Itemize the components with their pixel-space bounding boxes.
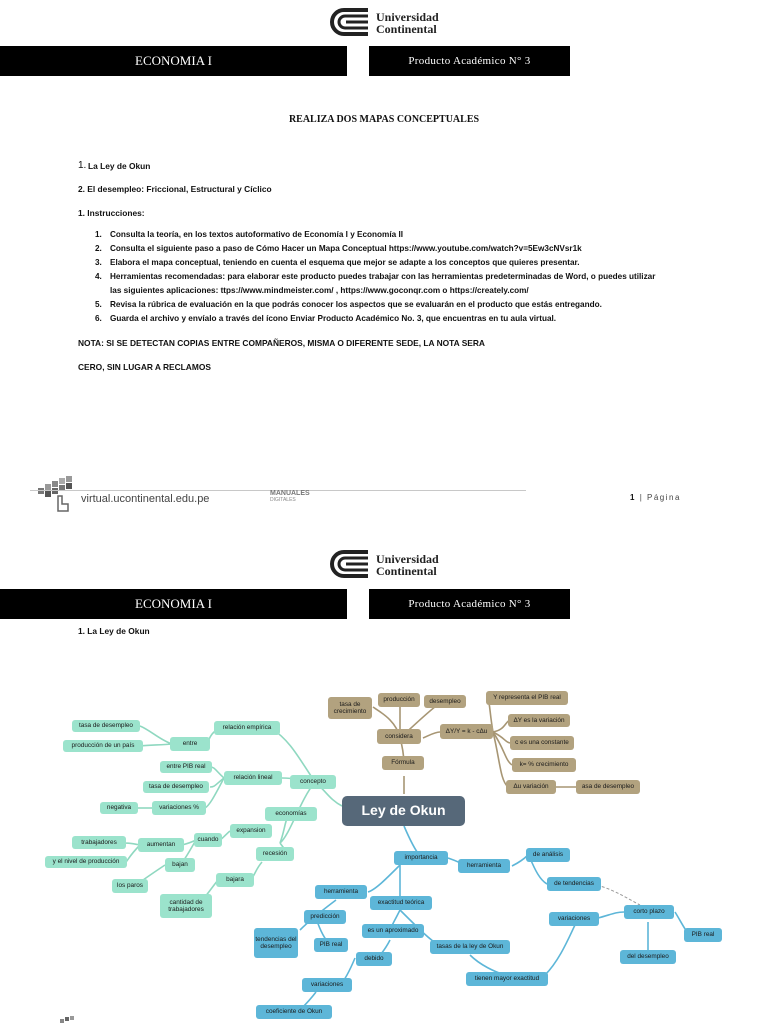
mindmap-node: herramienta (315, 885, 367, 899)
mindmap-node: producción de un país (63, 740, 143, 752)
mindmap-node: variaciones % (152, 801, 206, 815)
mindmap-node: tasa de desempleo (143, 781, 209, 793)
mindmap-node: aumentan (138, 838, 184, 852)
mindmap-node: tasas de la ley de Okun (430, 940, 510, 954)
item1-number: 1. (78, 160, 87, 171)
mindmap-node: exactitud teórica (370, 896, 432, 910)
mindmap-node: producción (378, 693, 420, 707)
mindmap-node: Y representa el PIB real (486, 691, 568, 705)
instruction-text[interactable]: Consulta el siguiente paso a paso de Cómo Hacer un Mapa Conceptual https://www.youtube.com/watch?v=5Ew3cNVsr1k (110, 244, 582, 253)
mindmap-node: bajan (165, 858, 195, 872)
mindmap-node: Δu variación (506, 780, 556, 794)
instruction-number: 2. (95, 244, 102, 253)
mindmap-node: PIB real (684, 928, 722, 942)
page-label: | Página (639, 493, 681, 502)
instruction-text: Guarda el archivo y envíalo a través del ícono Enviar Producto Académico No. 3, que encuentras en tu aula virtual. (110, 314, 557, 323)
mindmap-node: ΔY/Y = k - cΔu (440, 724, 493, 739)
mindmap-node: tasa de desempleo (72, 720, 140, 732)
mindmap-node: variaciones (549, 912, 599, 926)
mindmap-node: Fórmula (382, 756, 424, 770)
mindmap-node: coeficiente de Okun (256, 1005, 332, 1019)
mindmap-node: del desempleo (620, 950, 676, 964)
mindmap-node: concepto (290, 775, 336, 789)
logo-line1: Universidad (376, 10, 439, 24)
mindmap-node: importancia (394, 851, 448, 865)
instruction-text: Elabora el mapa conceptual, teniendo en cuenta el esquema que mejor se adapte a los conceptos que quieres presentar. (110, 258, 580, 267)
instruction-number: 1. (95, 230, 102, 239)
instruction-number: 6. (95, 314, 102, 323)
logo-line2: Continental (376, 564, 437, 578)
mindmap-node: tendencias del desempleo (254, 928, 298, 958)
instruction-number: 3. (95, 258, 102, 267)
instruction-number: 4. (95, 272, 102, 281)
mindmap-node: variaciones (302, 978, 352, 992)
mindmap-node: es un aproximado (362, 924, 424, 938)
page-title: REALIZA DOS MAPAS CONCEPTUALES (288, 114, 480, 125)
mindmap-node: desempleo (424, 695, 466, 708)
mindmap-node: relación empírica (214, 721, 280, 735)
mindmap-node: y el nivel de producción (45, 856, 127, 868)
item2-text: 2. El desempleo: Friccional, Estructural y Cíclico (78, 184, 272, 194)
mindmap-node: asa de desempleo (576, 780, 640, 794)
mindmap-node: entre (170, 737, 210, 751)
mindmap-node: relación lineal (224, 771, 282, 785)
instruction-text: Consulta la teoría, en los textos autoformativo de Economía I y Economía II (110, 230, 403, 239)
course-title-bar: ECONOMIA I (0, 46, 347, 76)
logo-line2: Continental (376, 22, 437, 36)
logo-line1: Universidad (376, 552, 439, 566)
manuales-sublabel: DIGITALES (270, 497, 296, 503)
mindmap-node: entre PIB real (160, 761, 212, 773)
instruction-text: Revisa la rúbrica de evaluación en la que podrás conocer los aspectos que se evaluarán en el producto que estás entregando. (110, 300, 602, 309)
mindmap-node: debido (356, 952, 392, 966)
mindmap-node: c es una constante (510, 736, 574, 750)
mindmap-node: economías (265, 807, 317, 821)
note-line2: CERO, SIN LUGAR A RECLAMOS (78, 362, 211, 372)
product-title-bar: Producto Académico N° 3 (369, 46, 570, 76)
mindmap-node: trabajadores (72, 836, 126, 849)
mindmap-node: cuando (194, 833, 222, 847)
mindmap-center-node: Ley de Okun (342, 796, 465, 826)
instruction-text: Herramientas recomendadas: para elaborar este producto puedes trabajar con las herramientas predeterminadas de Word, o puedes utilizar (110, 272, 656, 281)
mindmap-node: de análisis (526, 848, 570, 862)
item1-text: La Ley de Okun (88, 161, 151, 171)
page-number-value: 1 (630, 493, 636, 502)
mindmap-node: expansion (230, 824, 272, 838)
mindmap-node: tienen mayor exactitud (466, 972, 548, 986)
mindmap-node: de tendencias (547, 877, 601, 891)
mindmap-node: cantidad de trabajadores (160, 894, 212, 918)
mindmap-node: los paros (112, 879, 148, 893)
mindmap-node: considera (377, 729, 421, 744)
course-title-bar-2: ECONOMIA I (0, 589, 347, 619)
instruction-number: 5. (95, 300, 102, 309)
pixel-hand-icon (60, 1016, 80, 1024)
footer-url[interactable]: virtual.ucontinental.edu.pe (81, 493, 210, 505)
instructions-heading: 1. Instrucciones: (78, 208, 145, 218)
mindmap-node: predicción (304, 910, 346, 924)
instruction-text[interactable]: las siguientes aplicaciones: ttps://www.mindmeister.com/ , https://www.goconqr.com o https://creately.com/ (110, 286, 529, 295)
mindmap-node: recesión (256, 847, 294, 861)
mindmap-node: tasa de crecimiento (328, 697, 372, 719)
mindmap-node: bajara (216, 873, 254, 887)
mindmap-node: herramienta (458, 859, 510, 873)
note-line1: NOTA: SI SE DETECTAN COPIAS ENTRE COMPAÑEROS, MISMA O DIFERENTE SEDE, LA NOTA SERA (78, 338, 485, 348)
mindmap-node: negativa (100, 802, 138, 814)
mindmap-node: ΔY es la variación (508, 714, 570, 727)
mindmap-node: corto plazo (624, 905, 674, 919)
product-title-bar-2: Producto Académico N° 3 (369, 589, 570, 619)
section-heading: 1. La Ley de Okun (78, 626, 150, 636)
mindmap-node: k= % crecimiento (512, 758, 576, 772)
manuales-label: MANUALES (270, 490, 310, 497)
mindmap-node: PIB real (314, 938, 348, 952)
